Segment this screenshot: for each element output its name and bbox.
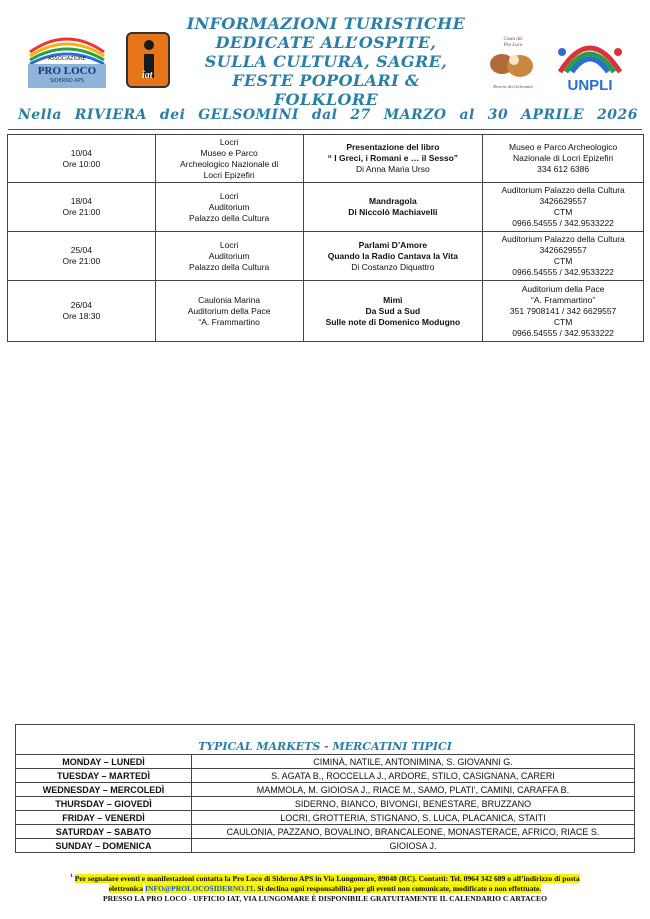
- event-title-cell: [303, 183, 483, 232]
- footer-line-1: [28, 872, 622, 884]
- table-row: [8, 281, 644, 342]
- event-date-cell: [8, 183, 156, 232]
- event-contact-cell: [483, 183, 644, 232]
- event-title-cell: [303, 281, 483, 342]
- market-row: [16, 811, 635, 825]
- event-contact-line: 0966.54555 / 342.9533222: [512, 327, 614, 338]
- header-title-line: DEDICATE ALL’OSPITE,: [215, 33, 437, 52]
- footer-line-3: PRESSO LA PRO LOCO - UFFICIO IAT, VIA LUNGOMARE È DISPONIBILE GRATUITAMENTE IL CALENDARIO C ARTACEO: [102, 893, 548, 903]
- iat-dot: [144, 40, 154, 50]
- event-place-line: Locri: [219, 136, 239, 147]
- table-row: [8, 232, 644, 281]
- market-places: CIMINÀ, NATILE, ANTONIMINA, S. GIOVANNI G.: [192, 755, 635, 769]
- event-contact-line: 334 612 6386: [537, 164, 590, 174]
- market-places: SIDERNO, BIANCO, BIVONGI, BENESTARE, BRUZZANO: [192, 797, 635, 811]
- event-place-line: Palazzo della Cultura: [188, 212, 270, 223]
- event-date-cell: [8, 232, 156, 281]
- proloco-logo: [24, 30, 110, 90]
- svg-text:SIDERNO APS: SIDERNO APS: [49, 78, 85, 84]
- svg-text:UNPLI: UNPLI: [567, 77, 613, 94]
- event-contact-line: 3426629557: [539, 196, 587, 206]
- event-place-line: “A. Frammartino: [198, 316, 260, 327]
- footer-note: [28, 872, 622, 904]
- subtitle-word: al: [459, 107, 475, 123]
- subtitle-word: RIVIERA: [74, 107, 148, 123]
- event-contact-line: 0966.54555 / 342.9533222: [512, 267, 614, 277]
- event-time: Ore 21:00: [62, 207, 101, 217]
- event-date-cell: [8, 281, 156, 342]
- event-contact-line: Auditorium Palazzo della Cultura: [501, 185, 625, 195]
- subtitle-divider: [8, 129, 642, 130]
- market-places: CAULONIA, PAZZANO, BOVALINO, BRANCALEONE, MONASTERACE, AFRICO, RIACE S.: [192, 825, 635, 839]
- market-row: [16, 825, 635, 839]
- event-title-line: Da Sud a Sud: [365, 305, 421, 316]
- market-row: [16, 755, 635, 769]
- subtitle-word: 2026: [597, 107, 638, 123]
- event-title-line: “ I Greci, i Romani e … il Sesso”: [327, 153, 459, 163]
- market-row: [16, 783, 635, 797]
- footnote-marker: 1: [70, 874, 73, 879]
- event-contact-line: Nazionale di Locri Epizefiri: [513, 153, 614, 163]
- events-table: [7, 134, 644, 342]
- event-place-line: Auditorium della Pace: [187, 305, 271, 316]
- event-time: Ore 21:00: [62, 256, 101, 266]
- market-day: SATURDAY – SABATO: [16, 825, 192, 839]
- event-title-line: Di Niccolò Machiavelli: [348, 207, 438, 217]
- subtitle-word: MARZO: [383, 107, 447, 123]
- subtitle-word: 27: [350, 107, 371, 123]
- event-place-line: Locri Epizefiri: [203, 169, 255, 180]
- event-contact-line: CTM: [553, 316, 573, 327]
- event-author: Di Anna Maria Urso: [356, 164, 430, 174]
- header-title-line: INFORMAZIONI TURISTICHE: [186, 14, 466, 33]
- svg-text:Riviera dei Gelsomini: Riviera dei Gelsomini: [493, 84, 533, 89]
- svg-text:Pro Loco: Pro Loco: [503, 43, 523, 48]
- event-date-cell: [8, 135, 156, 183]
- header-title-line: SULLA CULTURA, SAGRE,: [204, 52, 448, 71]
- event-title-line: Quando la Radio Cantava la Vita: [327, 250, 458, 261]
- market-day: SUNDAY – DOMENICA: [16, 839, 192, 853]
- event-title-line: Presentazione del libro: [346, 142, 440, 152]
- market-day: FRIDAY – VENERDÌ: [16, 811, 192, 825]
- event-title-cell: [303, 135, 483, 183]
- svg-text:ASSOCIAZIONE: ASSOCIAZIONE: [48, 56, 86, 62]
- subtitle-word: dei: [159, 107, 186, 123]
- market-row: [16, 839, 635, 853]
- markets-table: [15, 754, 635, 853]
- table-row: [8, 183, 644, 232]
- event-time: Ore 10:00: [62, 158, 101, 169]
- event-place-cell: [155, 135, 303, 183]
- event-title-cell: [303, 232, 483, 281]
- market-day: MONDAY – LUNEDÌ: [16, 755, 192, 769]
- market-day: THURSDAY – GIOVEDÌ: [16, 797, 192, 811]
- market-day: WEDNESDAY – MERCOLEDÌ: [16, 783, 192, 797]
- event-contact-line: 351 7908141 / 342 6629557: [509, 305, 617, 316]
- event-contact-line: CTM: [553, 207, 573, 217]
- event-place-line: Archeologico Nazionale di: [179, 158, 279, 169]
- event-date: 26/04: [70, 300, 92, 310]
- event-contact-cell: [483, 232, 644, 281]
- subtitle-word: 30: [487, 107, 509, 123]
- subtitle-word: Nella: [18, 107, 62, 123]
- market-places: GIOIOSA J.: [192, 839, 635, 853]
- market-places: LOCRI, GROTTERIA, STIGNANO, S. LUCA, PLACANICA, STAITI: [192, 811, 635, 825]
- event-contact-line: Museo e Parco Archeologico: [509, 142, 618, 152]
- footer-disclaimer: . Si declina ogni responsabilità per gli eventi non comunicate, modificate o non effettuate.: [253, 883, 542, 893]
- event-place-cell: [155, 183, 303, 232]
- svg-text:Costa dei: Costa dei: [503, 37, 523, 42]
- event-place-line: Locri: [219, 190, 239, 201]
- event-contact-line: 0966.54555 / 342.9533222: [512, 218, 614, 228]
- event-time: Ore 18:30: [62, 311, 101, 321]
- iat-logo: [126, 32, 170, 88]
- event-place-line: Caulonia Marina: [198, 294, 261, 305]
- event-contact-line: Auditorium della Pace: [521, 283, 605, 294]
- event-place-cell: [155, 281, 303, 342]
- iat-text: iat: [142, 70, 153, 81]
- svg-text:PRO LOCO: PRO LOCO: [37, 65, 97, 77]
- footer-contact-text: Per segnalare eventi e manifestazioni contatta la Pro Loco di Siderno APS in Via Lungomare, 89048 (RC). Contatti: Tel. 0964 342 689 o all’indirizzo di posta: [74, 873, 580, 883]
- market-places: MAMMOLA, M. GIOIOSA J., RIACE M., SAMO, PLATI’, CAMINI, CARAFFA B.: [192, 783, 635, 797]
- event-place-line: Palazzo della Cultura: [188, 261, 270, 272]
- event-title-line: Mimì: [383, 294, 403, 305]
- market-row: [16, 769, 635, 783]
- event-place-line: Museo e Parco: [200, 147, 258, 158]
- event-title-line: Mandragola: [369, 196, 417, 206]
- header-title-line: FESTE POPOLARI & FOLKLORE: [232, 71, 420, 109]
- event-place-cell: [155, 232, 303, 281]
- event-date: 25/04: [70, 245, 92, 255]
- event-date: 10/04: [70, 147, 92, 158]
- subtitle-word: APRILE: [521, 107, 585, 123]
- markets-title: TYPICAL MARKETS - MERCATINI TIPICI: [15, 724, 635, 754]
- event-place-line: Auditorium: [208, 250, 250, 261]
- event-contact-line: CTM: [553, 256, 573, 266]
- event-contact-cell: [483, 135, 644, 183]
- event-contact-line: “A. Frammartino”: [530, 294, 596, 305]
- event-date: 18/04: [70, 196, 92, 206]
- gelsomini-logo: [484, 34, 542, 92]
- event-contact-line: Auditorium Palazzo della Cultura: [501, 234, 625, 244]
- market-row: [16, 797, 635, 811]
- event-place-line: Auditorium: [208, 201, 250, 212]
- event-author: Di Costanzo Diquattro: [351, 261, 435, 272]
- footer-email-label: elettronica: [108, 883, 144, 893]
- header-title: [186, 14, 466, 109]
- period-subtitle: [18, 107, 638, 123]
- markets-section: [15, 724, 635, 853]
- footer-line-2: [28, 884, 622, 894]
- event-contact-line: 3426629557: [539, 245, 587, 255]
- event-title-line: Parlami D’Amore: [358, 239, 428, 250]
- page-header: [0, 12, 650, 109]
- market-places: S. AGATA B., ROCCELLA J., ARDORE, STILO, CASIGNANA, CARERI: [192, 769, 635, 783]
- market-day: TUESDAY – MARTEDÌ: [16, 769, 192, 783]
- event-contact-cell: [483, 281, 644, 342]
- unpli-logo: [552, 32, 628, 96]
- subtitle-word: dal: [311, 107, 338, 123]
- subtitle-word: GELSOMINI: [198, 107, 299, 123]
- event-place-line: Locri: [219, 239, 239, 250]
- footer-email-link[interactable]: INFO@PROLOCOSIDERNO.IT: [145, 883, 254, 893]
- table-row: [8, 135, 644, 183]
- event-title-line: Sulle note di Domenico Modugno: [325, 316, 461, 327]
